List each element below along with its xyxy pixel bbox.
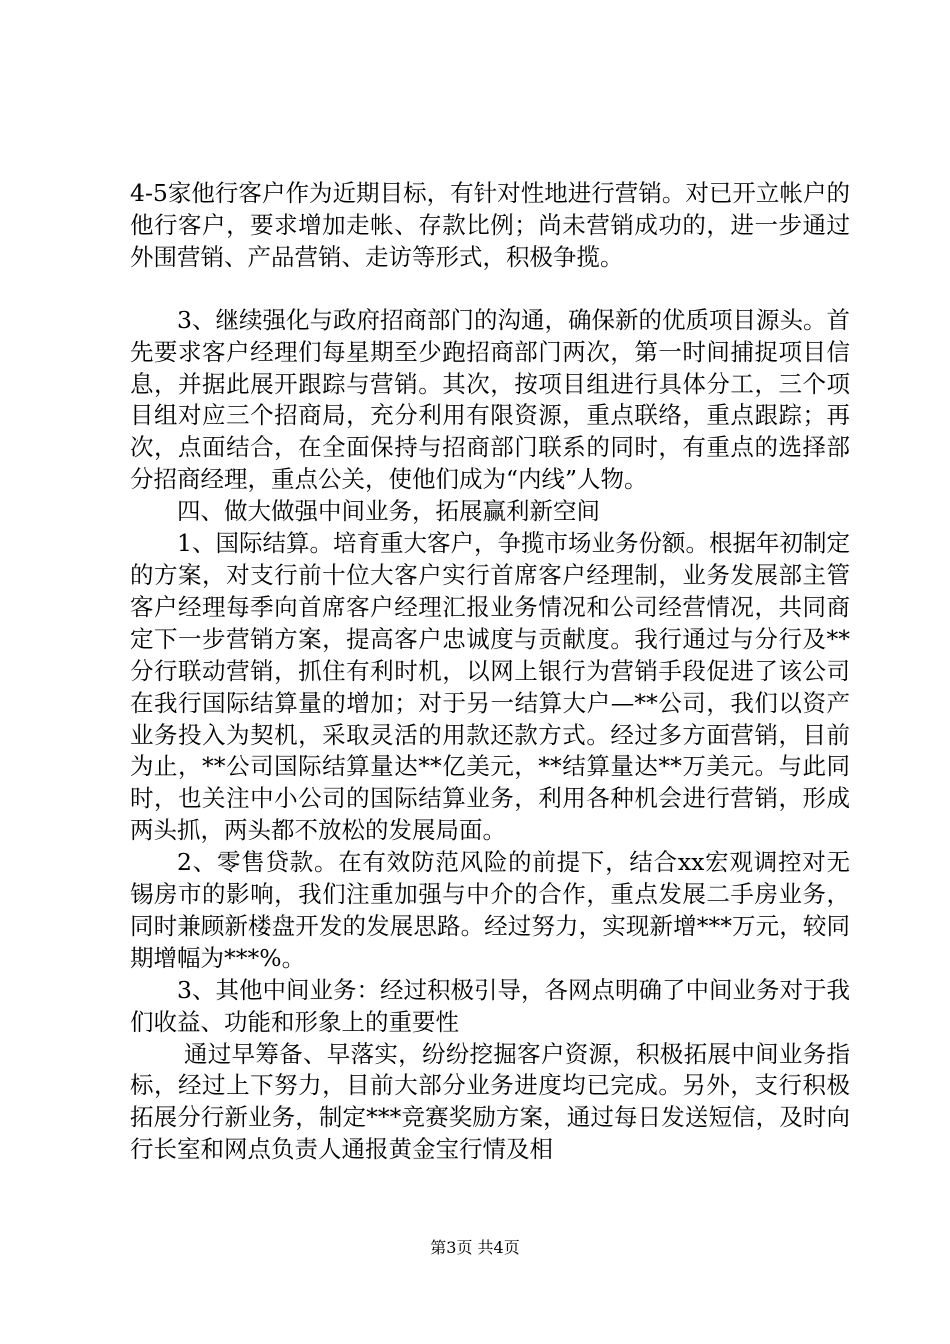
paragraph-retail-loans: 2、零售贷款。在有效防范风险的前提下，结合xx宏观调控对无锡房市的影响，我们注重加强与中介的合作，重点发展二手房业务，同时兼顾新楼盘开发的发展思路。经过努力，实现新增***万元，较同期增幅为***%。 <box>130 848 850 972</box>
page-number-footer: 第3页 共4页 <box>430 1238 520 1257</box>
paragraph-international-settlement: 1、国际结算。培育重大客户，争揽市场业务份额。根据年初制定的方案，对支行前十位大客户实行首席客户经理制，业务发展部主管客户经理每季向首席客户经理汇报业务情况和公司经营情况，共同商定下一步营销方案，提高客户忠诚度与贡献度。我行通过与分行及**分行联动营销，抓住有利时机，以网上银行为营销手段促进了该公司在我行国际结算量的增加；对于另一结算大户—**公司，我们以资产业务投入为契机，采取灵活的用款还款方式。经过多方面营销，目前为止，**公司国际结算量达**亿美元，**结算量达**万美元。与此同时，也关注中小公司的国际结算业务，利用各种机会进行营销，形成两头抓，两头都不放松的发展局面。 <box>130 529 850 845</box>
document-body <box>130 178 850 1166</box>
paragraph-progress: 通过早筹备、早落实，纷纷挖掘客户资源，积极拓展中间业务指标，经过上下努力，目前大部分业务进度均已完成。另外，支行积极拓展分行新业务，制定***竞赛奖励方案，通过每日发送短信，及时向行长室和网点负责人通报黄金宝行情及相 <box>130 1039 850 1164</box>
section-heading: 四、做大做强中间业务，拓展赢利新空间 <box>177 497 600 526</box>
paragraph-continuation: 4-5家他行客户作为近期目标，有针对性地进行营销。对已开立帐户的他行客户，要求增加走帐、存款比例；尚未营销成功的，进一步通过外围营销、产品营销、走访等形式，积极争揽。 <box>130 179 850 271</box>
paragraph-other-intermediate-business: 3、其他中间业务：经过积极引导，各网点明确了中间业务对于我们收益、功能和形象上的重要性 <box>130 975 850 1036</box>
paragraph-investment-liaison: 3、继续强化与政府招商部门的沟通，确保新的优质项目源头。首先要求客户经理们每星期至少跑招商部门两次，第一时间捕捉项目信息，并据此展开跟踪与营销。其次，按项目组进行具体分工，三个项目组对应三个招商局，充分利用有限资源，重点联络，重点跟踪；再次，点面结合，在全面保持与招商部门联系的同时，有重点的选择部分招商经理，重点公关，使他们成为“内线”人物。 <box>130 305 850 494</box>
